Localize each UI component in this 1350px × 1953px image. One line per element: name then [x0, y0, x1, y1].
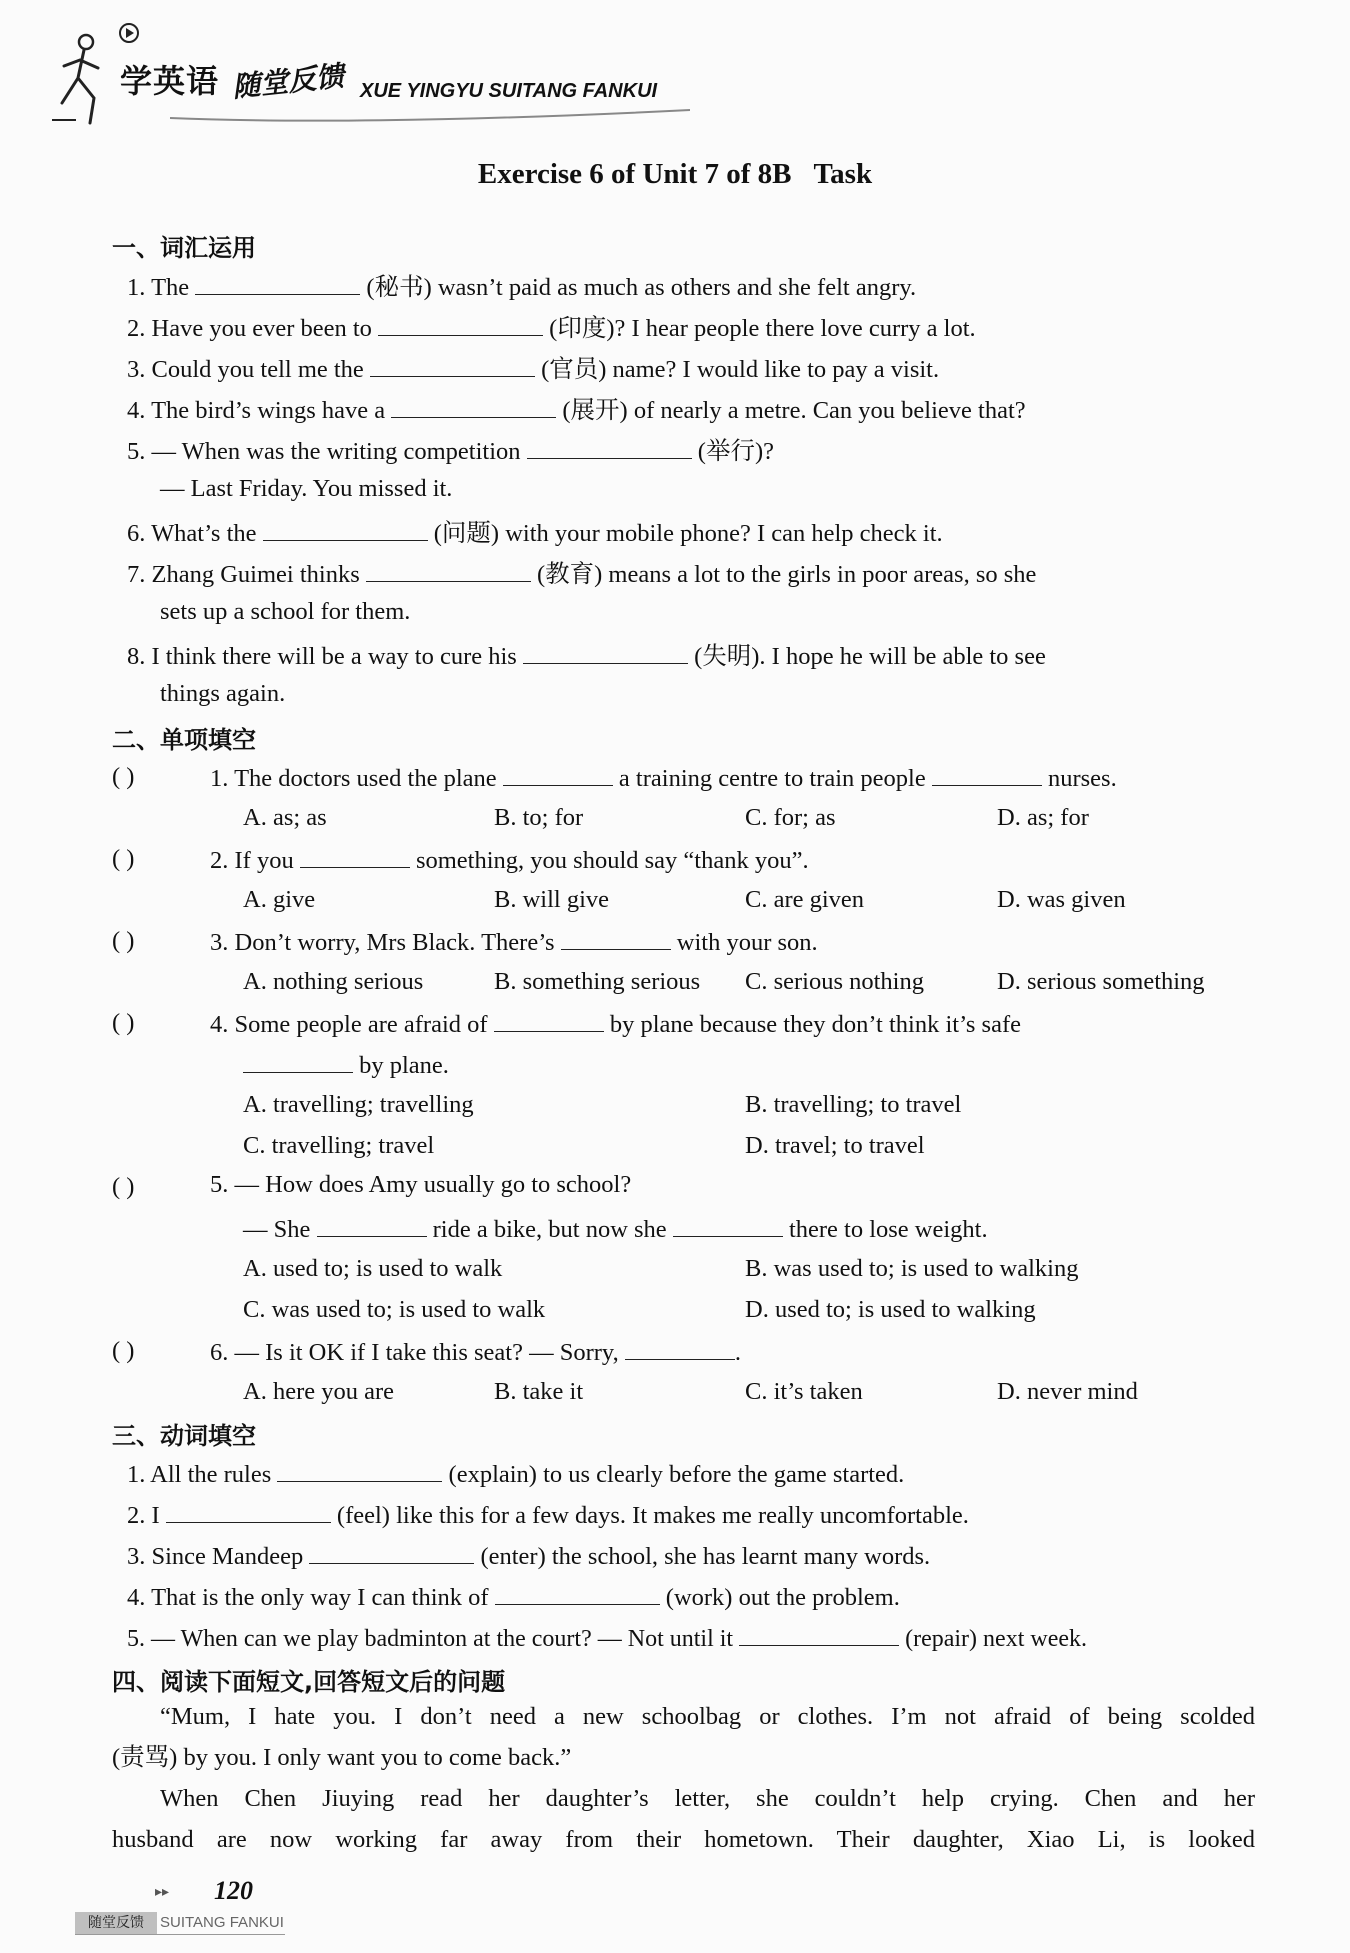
verb-item: 5. — When can we play badminton at the court? — Not until it (repair) next week. — [127, 1623, 1087, 1651]
verb-item: 1. All the rules (explain) to us clearly before the game started. — [127, 1461, 905, 1488]
vocab-item: 7. Zhang Guimei thinks (教育) means a lot to the girls in poor areas, so she — [127, 561, 1037, 588]
option-c[interactable]: C. for; as — [745, 804, 836, 831]
vocab-item: 8. I think there will be a way to cure his (失明). I hope he will be able to see — [127, 643, 1046, 670]
answer-blank[interactable] — [495, 1582, 660, 1605]
answer-paren[interactable]: ( ) — [112, 1009, 135, 1036]
vocab-item: 2. Have you ever been to (印度)? I hear people there love curry a lot. — [127, 315, 976, 342]
option-d[interactable]: D. travel; to travel — [745, 1132, 925, 1159]
option-a[interactable]: A. as; as — [243, 804, 327, 831]
arrow-icon: ▸▸ — [155, 1885, 170, 1900]
vocab-item: 6. What’s the (问题) with your mobile phone? I can help check it. — [127, 520, 943, 547]
mc-question: 2. If you something, you should say “thank you”. — [210, 847, 809, 874]
answer-blank[interactable] — [739, 1623, 899, 1646]
section-heading: 一、词汇运用 — [112, 234, 256, 262]
reading-paragraph-line: husband are now working far away from their hometown. Their daughter, Xiao Li, is looked — [112, 1826, 1255, 1853]
mc-question-continuation: by plane. — [243, 1050, 449, 1079]
mc-question: 3. Don’t worry, Mrs Black. There’s with your son. — [210, 929, 818, 956]
option-d[interactable]: D. used to; is used to walking — [745, 1296, 1036, 1323]
vocab-item: 1. The (秘书) wasn’t paid as much as others and she felt angry. — [127, 274, 917, 301]
vocab-continuation: — Last Friday. You missed it. — [160, 475, 453, 502]
page-title: Exercise 6 of Unit 7 of 8B Task — [477, 158, 873, 190]
mc-question: 5. — How does Amy usually go to school? — [210, 1171, 632, 1198]
footer-label: 随堂反馈 — [75, 1912, 157, 1934]
option-c[interactable]: C. travelling; travel — [243, 1132, 435, 1159]
answer-blank[interactable] — [932, 763, 1042, 786]
footer-pinyin: SUITANG FANKUI — [160, 1914, 284, 1931]
answer-blank[interactable] — [263, 518, 428, 541]
vocab-item: 4. The bird’s wings have a (展开) of nearly a metre. Can you believe that? — [127, 397, 1026, 424]
answer-blank[interactable] — [300, 845, 410, 868]
answer-paren[interactable]: ( ) — [112, 845, 135, 872]
mc-question: 4. Some people are afraid of by plane because they don’t think it’s safe — [210, 1011, 1021, 1038]
answer-blank[interactable] — [391, 395, 556, 418]
answer-paren[interactable]: ( ) — [112, 927, 135, 954]
answer-blank[interactable] — [503, 763, 613, 786]
play-icon — [118, 22, 140, 44]
answer-blank[interactable] — [378, 313, 543, 336]
option-b[interactable]: B. will give — [494, 886, 610, 913]
option-b[interactable]: B. was used to; is used to walking — [745, 1255, 1079, 1282]
logo-text: 学英语 — [120, 62, 220, 100]
vocab-continuation: sets up a school for them. — [160, 598, 411, 625]
option-a[interactable]: A. nothing serious — [243, 968, 424, 995]
answer-blank[interactable] — [527, 436, 692, 459]
reading-paragraph-line: When Chen Jiuying read her daughter’s letter, she couldn’t help crying. Chen and her — [160, 1785, 1255, 1812]
option-c[interactable]: C. are given — [745, 886, 865, 913]
answer-blank[interactable] — [166, 1500, 331, 1523]
logo-script: 随堂反馈 — [230, 59, 346, 104]
section-heading: 三、动词填空 — [112, 1422, 256, 1450]
option-d[interactable]: D. was given — [997, 886, 1126, 913]
option-a[interactable]: A. here you are — [243, 1378, 395, 1405]
header-pinyin: XUE YINGYU SUITANG FANKUI — [360, 80, 658, 102]
option-d[interactable]: D. serious something — [997, 968, 1205, 995]
answer-paren[interactable]: ( ) — [112, 1337, 135, 1364]
answer-blank[interactable] — [317, 1214, 427, 1237]
option-d[interactable]: D. never mind — [997, 1378, 1138, 1405]
page-number: 120 — [214, 1876, 253, 1905]
option-c[interactable]: C. serious nothing — [745, 968, 924, 995]
option-b[interactable]: B. travelling; to travel — [745, 1091, 962, 1118]
answer-blank[interactable] — [309, 1541, 474, 1564]
option-a[interactable]: A. give — [243, 886, 316, 913]
answer-blank[interactable] — [523, 641, 688, 664]
footer-divider — [75, 1934, 285, 1935]
option-b[interactable]: B. to; for — [494, 804, 584, 831]
answer-paren[interactable]: ( ) — [112, 1173, 135, 1200]
page-header — [50, 18, 670, 128]
reading-paragraph-line: “Mum, I hate you. I don’t need a new schoolbag or clothes. I’m not afraid of being scolded — [160, 1703, 1255, 1730]
option-d[interactable]: D. as; for — [997, 804, 1089, 831]
runner-icon — [50, 28, 120, 128]
reading-paragraph-line: (责骂) by you. I only want you to come back.” — [112, 1744, 572, 1771]
vocab-item: 3. Could you tell me the (官员) name? I would like to pay a visit. — [127, 356, 940, 383]
vocab-continuation: things again. — [160, 680, 286, 707]
section-heading: 四、阅读下面短文,回答短文后的问题 — [112, 1668, 506, 1696]
verb-item: 2. I (feel) like this for a few days. It makes me really uncomfortable. — [127, 1502, 969, 1529]
mc-question: 1. The doctors used the plane a training centre to train people nurses. — [210, 765, 1117, 792]
answer-blank[interactable] — [494, 1009, 604, 1032]
verb-item: 3. Since Mandeep (enter) the school, she has learnt many words. — [127, 1543, 931, 1570]
answer-blank[interactable] — [277, 1459, 442, 1482]
answer-blank[interactable] — [366, 559, 531, 582]
option-a[interactable]: A. used to; is used to walk — [243, 1255, 503, 1282]
answer-blank[interactable] — [370, 354, 535, 377]
option-b[interactable]: B. take it — [494, 1378, 584, 1405]
option-b[interactable]: B. something serious — [494, 968, 701, 995]
option-c[interactable]: C. was used to; is used to walk — [243, 1296, 546, 1323]
answer-blank[interactable] — [561, 927, 671, 950]
vocab-item: 5. — When was the writing competition (举行)? — [127, 438, 774, 465]
answer-blank[interactable] — [243, 1050, 353, 1073]
mc-question: 6. — Is it OK if I take this seat? — Sorry, . — [210, 1339, 741, 1366]
section-heading: 二、单项填空 — [112, 726, 256, 754]
answer-paren[interactable]: ( ) — [112, 763, 135, 790]
option-a[interactable]: A. travelling; travelling — [243, 1091, 474, 1118]
verb-item: 4. That is the only way I can think of (work) out the problem. — [127, 1584, 900, 1611]
answer-blank[interactable] — [625, 1337, 735, 1360]
answer-blank[interactable] — [673, 1214, 783, 1237]
answer-blank[interactable] — [195, 272, 360, 295]
option-c[interactable]: C. it’s taken — [745, 1378, 863, 1405]
mc-question-continuation: — She ride a bike, but now she there to lose weight. — [243, 1216, 988, 1243]
